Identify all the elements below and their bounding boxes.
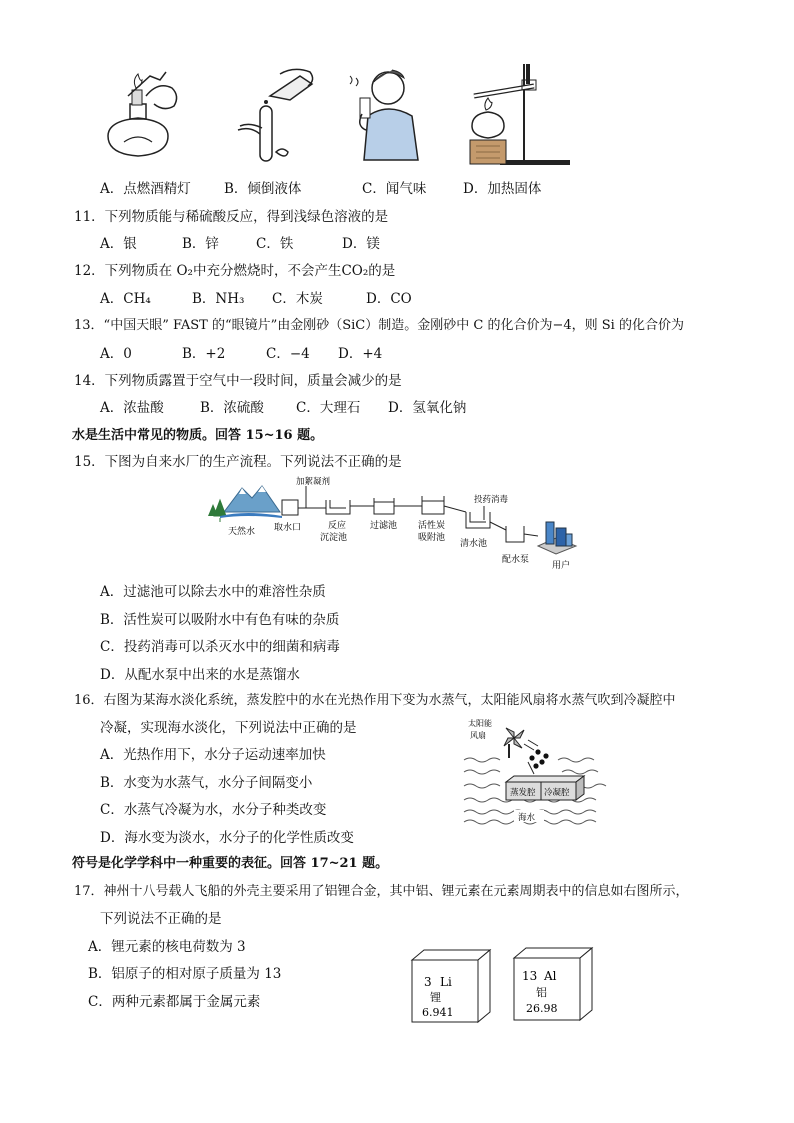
question-16-stem-line1: 16．右图为某海水淡化系统，蒸发腔中的水在光热作用下变为水蒸气，太阳能风扇将水蒸气吹到冷凝腔中 bbox=[74, 693, 676, 708]
label-reaction: 反应 bbox=[328, 521, 347, 531]
section-heading-water: 水是生活中常见的物质。回答 15~16 题。 bbox=[72, 428, 324, 443]
label-filter-pool: 过滤池 bbox=[370, 521, 398, 531]
q16-option-c: C．水蒸气冷凝为水，水分子种类改变 bbox=[100, 802, 327, 818]
label-users: 用户 bbox=[552, 561, 571, 571]
label-seawater: 海水 bbox=[518, 813, 536, 823]
q16-option-a: A．光热作用下，水分子运动速率加快 bbox=[100, 747, 326, 763]
q15-option-b: B．活性炭可以吸附水中有色有味的杂质 bbox=[100, 612, 340, 628]
label-clear-water-pool: 清水池 bbox=[460, 539, 488, 549]
section-heading-symbols: 符号是化学学科中一种重要的表征。回答 17~21 题。 bbox=[72, 856, 389, 871]
lithium-name: 锂 bbox=[430, 991, 441, 1004]
question-11-options bbox=[100, 232, 380, 252]
q17-option-a: A．锂元素的核电荷数为 3 bbox=[88, 939, 246, 955]
q17-option-b: B．铝原子的相对原子质量为 13 bbox=[88, 966, 282, 982]
label-disinfection: 投药消毒 bbox=[474, 495, 509, 505]
q10-option-a: A．点燃酒精灯 bbox=[100, 181, 191, 197]
water-plant-flow-diagram bbox=[206, 476, 596, 576]
lithium-number: 3 bbox=[424, 975, 432, 989]
q14-option-b: B．浓硫酸 bbox=[200, 400, 264, 416]
desalination-diagram bbox=[462, 716, 607, 826]
question-16-stem-line2: 冷凝，实现海水淡化，下列说法中正确的是 bbox=[100, 720, 357, 736]
label-fan: 风扇 bbox=[470, 731, 486, 740]
q14-option-d: D．氢氧化钠 bbox=[388, 400, 467, 416]
label-evaporation-chamber: 蒸发腔 bbox=[510, 788, 536, 798]
label-natural-water: 天然水 bbox=[228, 527, 256, 537]
label-activated-carbon: 活性炭 bbox=[418, 521, 446, 531]
question-12-stem: 12．下列物质在 O₂中充分燃烧时，不会产生CO₂的是 bbox=[74, 263, 396, 279]
q15-option-a: A．过滤池可以除去水中的难溶性杂质 bbox=[100, 584, 326, 600]
q11-option-a: A．银 bbox=[100, 236, 137, 252]
q13-option-a: A．0 bbox=[100, 346, 132, 362]
q17-option-c: C．两种元素都属于金属元素 bbox=[88, 994, 261, 1010]
question-14-stem: 14．下列物质露置于空气中一段时间，质量会减少的是 bbox=[74, 373, 402, 389]
label-condensation-chamber: 冷凝腔 bbox=[544, 788, 570, 798]
lithium-mass: 6.941 bbox=[422, 1006, 454, 1019]
question-11-stem: 11．下列物质能与稀硫酸反应，得到浅绿色溶液的是 bbox=[74, 209, 389, 225]
label-distribution-pump: 配水泵 bbox=[502, 555, 530, 565]
q11-option-d: D．镁 bbox=[342, 236, 380, 252]
q12-option-c: C．木炭 bbox=[272, 291, 323, 307]
q16-option-b: B．水变为水蒸气，水分子间隔变小 bbox=[100, 775, 313, 791]
element-card-lithium bbox=[410, 948, 492, 1024]
label-sedimentation: 沉淀池 bbox=[320, 533, 348, 543]
q13-option-c: C．−4 bbox=[266, 346, 310, 362]
question-17-stem-line2: 下列说法不正确的是 bbox=[100, 911, 222, 927]
aluminum-name: 铝 bbox=[536, 986, 547, 999]
smelling-gas-illustration bbox=[346, 64, 436, 164]
aluminum-number: 13 bbox=[522, 969, 538, 983]
question-13-options bbox=[100, 342, 382, 362]
heating-solid-illustration bbox=[464, 60, 574, 168]
question-10-options bbox=[100, 177, 541, 197]
mountain-icon bbox=[224, 486, 280, 512]
question-14-options bbox=[100, 396, 466, 416]
q13-option-b: B．+2 bbox=[182, 346, 226, 362]
q12-option-b: B．NH₃ bbox=[192, 291, 245, 307]
q10-option-b: B．倾倒液体 bbox=[224, 181, 302, 197]
fan-icon bbox=[504, 728, 524, 758]
question-13-stem: 13．“中国天眼” FAST 的“眼镜片”由金刚砂（SiC）制造。金刚砂中 C 的化合价为−4，则 Si 的化合价为 bbox=[74, 318, 684, 333]
element-card-aluminum bbox=[512, 946, 594, 1022]
q12-option-d: D．CO bbox=[366, 291, 412, 307]
lithium-symbol: Li bbox=[440, 975, 452, 989]
question-12-options bbox=[100, 287, 412, 307]
question-15-stem: 15．下图为自来水厂的生产流程。下列说法不正确的是 bbox=[74, 454, 402, 470]
question-17-stem-line1: 17．神州十八号载人飞船的外壳主要采用了铝锂合金，其中铝、锂元素在元素周期表中的信息如右图所示， bbox=[74, 884, 689, 899]
q16-option-d: D．海水变为淡水，水分子的化学性质改变 bbox=[100, 830, 354, 846]
label-add-flocculant: 加絮凝剂 bbox=[296, 477, 331, 487]
q11-option-b: B．锌 bbox=[182, 236, 219, 252]
q10-option-d: D．加热固体 bbox=[463, 181, 542, 197]
aluminum-mass: 26.98 bbox=[526, 1002, 558, 1015]
label-solar: 太阳能 bbox=[468, 719, 492, 728]
q14-option-a: A．浓盐酸 bbox=[100, 400, 164, 416]
label-intake: 取水口 bbox=[274, 523, 302, 533]
label-adsorption-pool: 吸附池 bbox=[418, 533, 446, 543]
q15-option-c: C．投药消毒可以杀灭水中的细菌和病毒 bbox=[100, 639, 340, 655]
q14-option-c: C．大理石 bbox=[296, 400, 361, 416]
q11-option-c: C．铁 bbox=[256, 236, 294, 252]
q10-option-c: C．闻气味 bbox=[362, 181, 427, 197]
q13-option-d: D．+4 bbox=[338, 346, 383, 362]
lighting-alcohol-lamp-illustration bbox=[88, 66, 188, 166]
pouring-liquid-illustration bbox=[230, 66, 320, 166]
q12-option-a: A．CH₄ bbox=[100, 291, 151, 307]
aluminum-symbol: Al bbox=[544, 969, 557, 983]
q15-option-d: D．从配水泵中出来的水是蒸馏水 bbox=[100, 667, 300, 683]
